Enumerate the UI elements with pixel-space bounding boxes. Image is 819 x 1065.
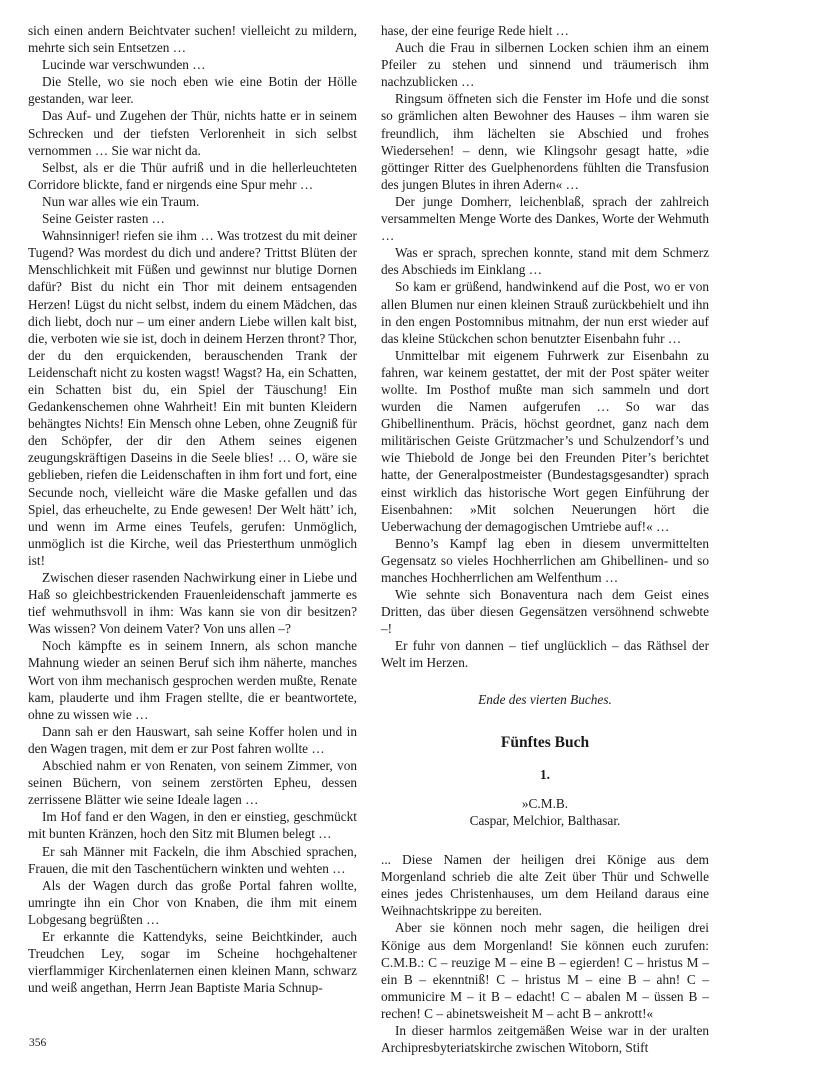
paragraph: Zwischen dieser rasenden Nachwirkung einer in Liebe und Haß so gleichbestrickenden Frauenleidenschaft jammerte es tief wehmuthsvoll in ihm: Was kann sie von dir besitzen? Was wissen? Von deinem Vater? Von uns allen –?	[28, 570, 357, 637]
paragraph: Die Stelle, wo sie noch eben wie eine Botin der Hölle gestanden, war leer.	[28, 74, 357, 107]
paragraph: Als der Wagen durch das große Portal fahren wollte, umringte ihn ein Chor von Knaben, die ihm mit einem Lobgesang begrüßten …	[28, 877, 357, 927]
paragraph: hase, der eine feurige Rede hielt …	[381, 23, 569, 38]
paragraph: Der junge Domherr, leichenblaß, sprach der zahlreich versammelten Menge Worte des Dankes, Worte der Wehmuth …	[381, 193, 709, 244]
book-title: Fünftes Buch	[500, 733, 590, 751]
chapter-number: 1.	[540, 766, 550, 782]
paragraph: Nun war alles wie ein Traum.	[42, 193, 200, 209]
paragraph: sich einen andern Beichtvater suchen! vielleicht zu mildern, mehrte sich sein Entsetzen …	[28, 23, 357, 56]
paragraph: Ringsum öffneten sich die Fenster im Hofe und die sonst so grämlichen alten Bewohner des Hauses – ihm waren sie freundlich, ihm lächelten sie Abschied und frohes Wiedersehen! – denn, wie Klingsohr gesagt hatte, »die göttinger Ritter des Guelphenordens fühlten die Transfusion des jungen Blutes in ihren Adern« …	[381, 91, 709, 192]
paragraph: Wie sehnte sich Bonaventura nach dem Geist eines Dritten, das über diesen Gegensätzen versöhnend schwebte –!	[381, 587, 709, 637]
paragraph: In dieser harmlos zeitgemäßen Weise war in der uralten Archipresbyteriatskirche zwischen Witoborn, Stift	[381, 1022, 709, 1056]
paragraph: Wahnsinniger! riefen sie ihm … Was trotzest du mit deiner Tugend? Was mordest du dich und andere? Trittst Blüten der Menschlichkeit mit Füßen und gewinnst nur blutige Dornen dafür? Bist du nicht ein Thor mit deinem entsagenden Herzen! Lügst du nicht selbst, indem du einem Mädchen, das dich liebt, doch nur – um einer andern Liebe willen kalt bist, die, verboten wie sie ist, doch in deinem Herzen thront? Thor, der du den erquickenden, berauschenden Trank der Leidenschaft nicht zu kosten wagst! Wagst? Ha, ein Schatten, ein Schatten bist du, ein Spiel der Täuschung! Ein Gedankenschemen ohne Wahrheit! Ein mit bunten Kleidern behängtes Nichts! Ein Mensch ohne Leben, ohne Zeugniß für den Schöpfer, der dir den Athem seines eigenen zeugungskräftigen Daseins in die Seele blies! … O, wäre sie geblieben, riefen die Leidenschaften in ihm fort und fort, eine Secunde noch, vielleicht wäre die Maske gefallen und das Spiel, das erheuchelte, zu Ende gewesen! Der Welt hätt’ ich, und wenn im Arme eines Teufels, gerufen: Unmöglich, unmöglich ist die Kirche, weil das Priesterthum unmöglich ist!	[28, 228, 357, 568]
paragraph: Er fuhr von dannen – tief unglücklich – das Räthsel der Welt im Herzen.	[381, 638, 709, 671]
paragraph: So kam er grüßend, handwinkend auf die Post, wo er von allen Blumen nur einen kleinen Strauß zurückbehielt und ihn in den engen Postomnibus mitnahm, der nun erst wieder auf das kleine Stückchen schon benutzter Eisenbahn fuhr …	[381, 279, 709, 346]
paragraph: ... Diese Namen der heiligen drei Könige aus dem Morgenland schrieb die alte Zeit über Thür und Schwelle eines jedes Christenhauses, um dem Heiland daraus eine Weihnachtskrippe zu bereiten.	[381, 852, 709, 919]
paragraph: Lucinde war verschwunden …	[42, 57, 206, 73]
paragraph: Abschied nahm er von Renaten, von seinem Zimmer, von seinen Büchern, von seinem zerstörten Epheu, dessen zerrissene Blätter wie seine Ideale lagen …	[28, 758, 357, 808]
paragraph: Aber sie können noch mehr sagen, die heiligen drei Könige aus dem Morgenland! Sie können euch zurufen: C.M.B.: C – reuzige M – eine B – egierden! C – hristus M – ein B – ekenntniß! C – hristus M – eine B – ahn! C – ommunicire M – it B – edacht! C – abalen M – üssen B – rechen! C – abinetsweisheit M – acht B – ankrott!«	[381, 920, 709, 1021]
paragraph: Auch die Frau in silbernen Locken schien ihm an einem Pfeiler zu stehen und sinnend und träumerisch ihm nachzublicken …	[381, 40, 709, 90]
chapter-end-text	[381, 22, 709, 672]
paragraph: Er sah Männer mit Fackeln, die ihm Abschied sprachen, Frauen, die mit den Taschentüchern winkten und wehten …	[28, 843, 357, 876]
page-number: 356	[29, 1037, 47, 1049]
chapter-start-text	[381, 851, 709, 1056]
paragraph: Er erkannte die Kattendyks, seine Beichtkinder, auch Treudchen Ley, sogar im Scheine hochgehaltener vierflammiger Kirchenlaternen einen kleinen Mann, schwarz und weiß angethan, Herrn Jean Baptiste Maria Schnup-	[28, 928, 357, 996]
left-text-column	[28, 22, 357, 996]
paragraph: Im Hof fand er den Wagen, in den er einstieg, geschmückt mit bunten Kränzen, hoch den Sitz mit Blumen belegt …	[28, 809, 357, 842]
paragraph: Das Auf- und Zugehen der Thür, nichts hatte er in seinem Schrecken und der tiefsten Verlorenheit in sich selbst vernommen … Sie war nicht da.	[28, 108, 357, 158]
paragraph: Unmittelbar mit eigenem Fuhrwerk zur Eisenbahn zu fahren, war keinem gestattet, der mit der Post später weiter wollte. Im Posthof mußte man sich sammeln und dort wurden die Namen aufgerufen … So war das Ghibellinenthum. Präcis, höchst geordnet, ganz nach dem militärischen Geiste Grützmacher’s und Schulzendorf’s und wie Thiebold de Jonge bei den Freunden Piter’s berichtet hatte, der Generalpostmeister (Bundestagsgesandter) sprach einst wirklich das historische Wort gegen Einführung der Eisenbahnen: »Mit solchen Neuerungen hört die Ueberwachung der demagogischen Umtriebe auf!« …	[381, 347, 709, 534]
motto-line-1: »C.M.B.	[521, 795, 569, 811]
paragraph: Benno’s Kampf lag eben in diesem unvermittelten Gegensatz so vieles Hochherrlichen am Ghibellinen- und so manches Hochherrlichen am Welfenthum …	[381, 535, 709, 585]
paragraph: Seine Geister rasten …	[42, 211, 165, 227]
paragraph: Was er sprach, sprechen konnte, stand mit dem Schmerz des Abschieds im Einklang …	[381, 245, 709, 278]
paragraph: Selbst, als er die Thür aufriß und in die hellerleuchteten Corridore blickte, fand er nirgends eine Spur mehr …	[28, 159, 357, 192]
book-ending-line: Ende des vierten Buches.	[478, 691, 612, 707]
chapter-motto	[381, 795, 709, 829]
right-text-column	[381, 22, 709, 1056]
paragraph: Noch kämpfte es in seinem Innern, als schon manche Mahnung wieder an seinen Beruf sich ihm näherte, manches Wort von ihm mechanisch gesprochen werden mußte, Renate kam, plauderte und ihm Fragen stellte, die er beantwortete, ohne zu wissen wie …	[28, 638, 357, 722]
paragraph: Dann sah er den Hauswart, sah seine Koffer holen und in den Wagen tragen, mit dem er zur Post fahren wollte …	[28, 723, 357, 756]
motto-line-2: Caspar, Melchior, Balthasar.	[469, 812, 621, 828]
